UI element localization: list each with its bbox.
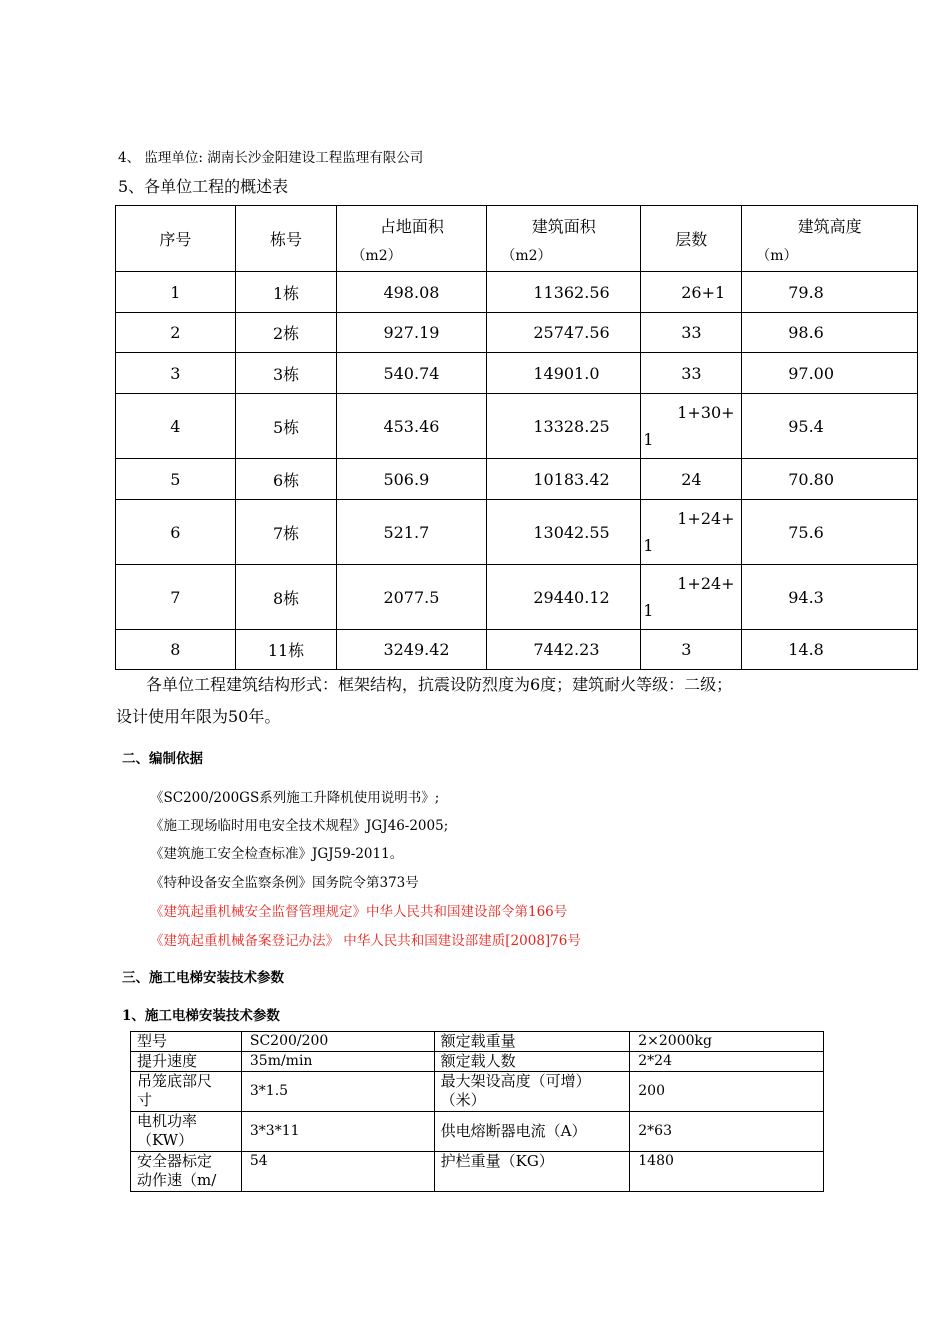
cell-floor-area: 498.08 xyxy=(337,272,487,313)
param-value-model: SC200/200 xyxy=(241,1032,434,1052)
cell-building: 6栋 xyxy=(235,459,337,500)
param-label-rated-persons: 额定载人数 xyxy=(434,1052,630,1072)
cell-layers: 26+1 xyxy=(641,272,742,313)
param-row xyxy=(131,1032,824,1052)
cell-height: 95.4 xyxy=(742,394,918,459)
param-value-fuse-current: 2*63 xyxy=(630,1112,824,1152)
table-row xyxy=(116,630,918,670)
cell-build-area: 10183.42 xyxy=(487,459,641,500)
header-floor-area xyxy=(337,206,487,272)
unit-table-body xyxy=(116,272,918,670)
cell-layers-line1: 1+24+ xyxy=(677,509,735,528)
cell-layers-line1: 1+24+ xyxy=(677,574,735,593)
header-layers: 层数 xyxy=(641,206,742,272)
cell-layers: 33 xyxy=(641,313,742,353)
param-value-motor-power: 3*3*11 xyxy=(241,1112,434,1152)
header-height xyxy=(742,206,918,272)
param-label-motor-power-line2: （KW） xyxy=(137,1131,194,1149)
cell-height: 97.00 xyxy=(742,353,918,394)
cell-floor-area: 506.9 xyxy=(337,459,487,500)
cell-seq: 5 xyxy=(116,459,236,500)
reference-item: 《施工现场临时用电安全技术规程》JGJ46-2005; xyxy=(150,818,449,834)
section3-heading: 三、施工电梯安装技术参数 xyxy=(122,970,284,986)
header-seq: 序号 xyxy=(116,206,236,272)
cell-building: 3栋 xyxy=(235,353,337,394)
cell-building: 5栋 xyxy=(235,394,337,459)
cell-build-area: 14901.0 xyxy=(487,353,641,394)
param-row xyxy=(131,1112,824,1152)
cell-floor-area: 927.19 xyxy=(337,313,487,353)
param-row xyxy=(131,1052,824,1072)
cell-layers-line2: 1 xyxy=(643,430,654,449)
cell-floor-area: 540.74 xyxy=(337,353,487,394)
table-row xyxy=(116,565,918,630)
header-build-area-unit: （m2） xyxy=(501,248,552,264)
cell-layers-line1: 1+30+ xyxy=(677,403,735,422)
header-height-label: 建筑高度 xyxy=(797,217,862,236)
cell-layers: 33 xyxy=(641,353,742,394)
reference-item: 《SC200/200GS系列施工升降机使用说明书》; xyxy=(150,790,440,806)
subsection-heading: 1、施工电梯安装技术参数 xyxy=(122,1008,280,1024)
param-label-max-height-line2: （米） xyxy=(440,1091,486,1109)
table-row xyxy=(116,500,918,565)
reference-item: 《建筑施工安全检查标准》JGJ59-2011。 xyxy=(150,846,404,862)
reference-item: 《特种设备安全监察条例》国务院令第373号 xyxy=(150,875,419,891)
supervisor-line: 4、 监理单位: 湖南长沙金阳建设工程监理有限公司 xyxy=(118,150,424,166)
param-label-fuse-current: 供电熔断器电流（A） xyxy=(434,1112,630,1152)
cell-floor-area: 2077.5 xyxy=(337,565,487,630)
param-row xyxy=(131,1152,824,1192)
param-label-safety-speed xyxy=(131,1152,242,1192)
cell-layers-line2: 1 xyxy=(643,601,654,620)
cell-layers xyxy=(641,394,742,459)
table-row xyxy=(116,394,918,459)
table-row xyxy=(116,459,918,500)
param-label-cage-size xyxy=(131,1072,242,1112)
cell-floor-area: 521.7 xyxy=(337,500,487,565)
cell-layers: 3 xyxy=(641,630,742,670)
cell-height: 98.6 xyxy=(742,313,918,353)
cell-height: 14.8 xyxy=(742,630,918,670)
header-building: 栋号 xyxy=(235,206,337,272)
param-label-safety-speed-line1: 安全器标定 xyxy=(137,1152,213,1170)
cell-layers xyxy=(641,500,742,565)
cell-seq: 1 xyxy=(116,272,236,313)
param-label-max-height-line1: 最大架设高度（可增） xyxy=(440,1072,591,1090)
cell-seq: 7 xyxy=(116,565,236,630)
param-label-rated-load: 额定载重量 xyxy=(434,1032,630,1052)
cell-building: 11栋 xyxy=(235,630,337,670)
elevator-params-table xyxy=(130,1031,824,1192)
table-header-row xyxy=(116,206,918,272)
cell-building: 8栋 xyxy=(235,565,337,630)
table-row xyxy=(116,272,918,313)
param-value-speed: 35m/min xyxy=(241,1052,434,1072)
cell-layers xyxy=(641,565,742,630)
cell-build-area: 25747.56 xyxy=(487,313,641,353)
cell-height: 70.80 xyxy=(742,459,918,500)
table-row xyxy=(116,353,918,394)
cell-build-area: 7442.23 xyxy=(487,630,641,670)
param-label-safety-speed-line2: 动作速（m/ xyxy=(137,1171,217,1189)
param-value-rated-load: 2×2000kg xyxy=(630,1032,824,1052)
param-value-safety-speed: 54 xyxy=(241,1152,434,1192)
param-label-motor-power xyxy=(131,1112,242,1152)
header-floor-area-unit: （m2） xyxy=(351,248,402,264)
cell-build-area: 29440.12 xyxy=(487,565,641,630)
reference-item: 《建筑起重机械安全监督管理规定》中华人民共和国建设部令第166号 xyxy=(150,904,568,920)
cell-seq: 3 xyxy=(116,353,236,394)
param-row xyxy=(131,1072,824,1112)
structure-paragraph-line2: 设计使用年限为50年。 xyxy=(116,707,281,726)
param-value-guard-weight: 1480 xyxy=(630,1152,824,1192)
param-label-cage-size-line2: 寸 xyxy=(137,1091,153,1109)
param-label-cage-size-line1: 吊笼底部尺 xyxy=(137,1072,213,1090)
cell-build-area: 11362.56 xyxy=(487,272,641,313)
cell-seq: 4 xyxy=(116,394,236,459)
param-label-motor-power-line1: 电机功率 xyxy=(137,1112,198,1130)
header-build-area xyxy=(487,206,641,272)
header-height-unit: （m） xyxy=(756,248,798,264)
param-value-max-height: 200 xyxy=(630,1072,824,1112)
cell-building: 1栋 xyxy=(235,272,337,313)
table-row xyxy=(116,313,918,353)
cell-height: 94.3 xyxy=(742,565,918,630)
reference-item: 《建筑起重机械备案登记办法》 中华人民共和国建设部建质[2008]76号 xyxy=(150,933,581,949)
cell-building: 7栋 xyxy=(235,500,337,565)
cell-height: 79.8 xyxy=(742,272,918,313)
table-title: 5、各单位工程的概述表 xyxy=(118,177,289,196)
cell-build-area: 13042.55 xyxy=(487,500,641,565)
cell-seq: 6 xyxy=(116,500,236,565)
section2-heading: 二、编制依据 xyxy=(122,751,203,767)
header-floor-area-label: 占地面积 xyxy=(379,217,444,236)
param-label-guard-weight: 护栏重量（KG） xyxy=(434,1152,630,1192)
structure-paragraph-line1: 各单位工程建筑结构形式：框架结构，抗震设防烈度为6度；建筑耐火等级：二级； xyxy=(146,675,733,694)
cell-height: 75.6 xyxy=(742,500,918,565)
cell-build-area: 13328.25 xyxy=(487,394,641,459)
param-label-model: 型号 xyxy=(131,1032,242,1052)
cell-layers: 24 xyxy=(641,459,742,500)
param-value-cage-size: 3*1.5 xyxy=(241,1072,434,1112)
param-label-speed: 提升速度 xyxy=(131,1052,242,1072)
cell-floor-area: 3249.42 xyxy=(337,630,487,670)
unit-overview-table xyxy=(115,205,918,670)
cell-building: 2栋 xyxy=(235,313,337,353)
header-build-area-label: 建筑面积 xyxy=(531,217,596,236)
cell-seq: 8 xyxy=(116,630,236,670)
cell-layers-line2: 1 xyxy=(643,536,654,555)
cell-floor-area: 453.46 xyxy=(337,394,487,459)
cell-seq: 2 xyxy=(116,313,236,353)
param-label-max-height xyxy=(434,1072,630,1112)
param-value-rated-persons: 2*24 xyxy=(630,1052,824,1072)
